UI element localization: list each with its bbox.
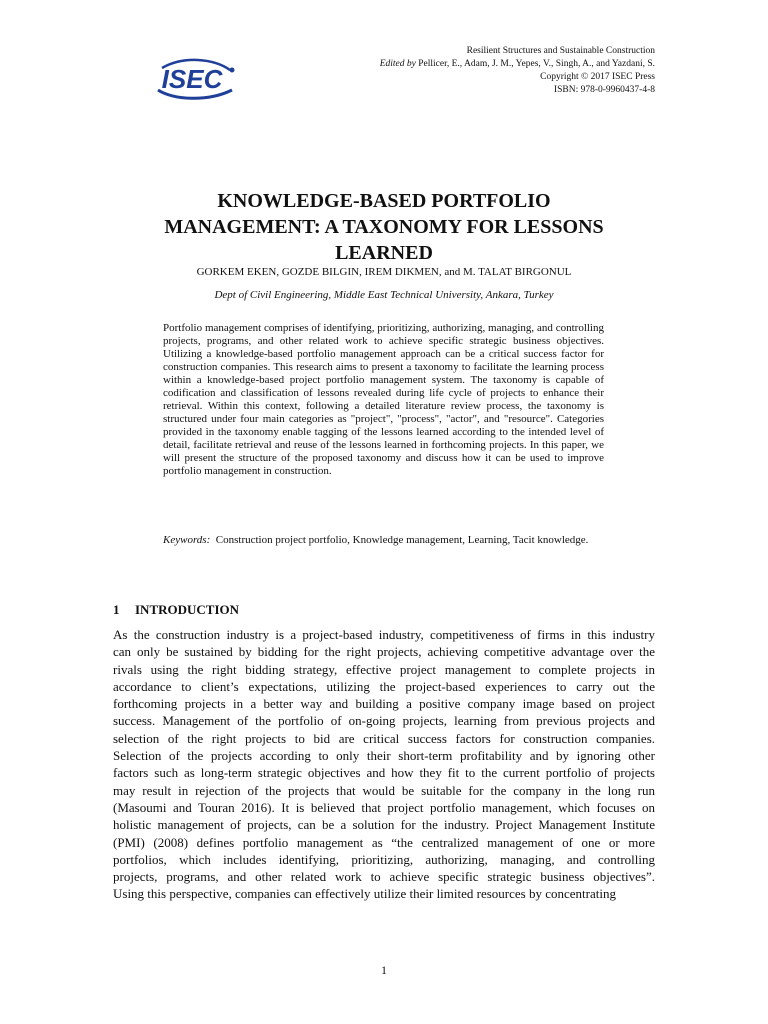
title-line: MANAGEMENT: A TAXONOMY FOR LESSONS	[164, 216, 604, 238]
body-line: (Masoumi and Touran 2016). It is believed that project portfolio management, which focuses on	[113, 799, 655, 815]
introduction-body	[113, 626, 655, 903]
isec-logo-graphic	[148, 50, 240, 106]
body-line: success. Management of the portfolio of on-going projects, learning from previous projects and	[113, 713, 655, 729]
body-line: Using this perspective, companies can effectively utilize their limited resources by concentrating	[113, 886, 616, 902]
isec-logo	[148, 50, 240, 106]
body-line: Selection of the projects according to only their short-term profitability and by ignoring other	[113, 748, 655, 764]
series-title: Resilient Structures and Sustainable Construction	[466, 46, 655, 56]
title-line: KNOWLEDGE-BASED PORTFOLIO	[217, 190, 551, 212]
title-line: LEARNED	[335, 242, 433, 264]
authors: GORKEM EKEN, GOZDE BILGIN, IREM DIKMEN, and M. TALAT BIRGONUL	[196, 266, 572, 278]
body-line: may result in rejection of the projects that would be suitable for the company in the long run	[113, 782, 655, 798]
body-line: portfolios, which includes identifying, prioritizing, authorizing, managing, and controlling	[113, 851, 655, 867]
keywords-text: Construction project portfolio, Knowledge management, Learning, Tacit knowledge.	[215, 534, 589, 546]
body-line: factors such as long-term strategic objectives and how they fit to the current portfolio of projects	[113, 765, 655, 781]
section-title: INTRODUCTION	[135, 602, 240, 617]
copyright-line: Copyright © 2017 ISEC Press	[540, 72, 655, 82]
page-number: 1	[381, 963, 387, 977]
body-line: (PMI) (2008) defines portfolio management as “the centralized management of one or more	[113, 834, 655, 850]
section-heading	[113, 602, 239, 618]
body-line: forthcoming projects in a better way and building a positive company image based on project	[113, 696, 655, 712]
body-line: As the construction industry is a project-based industry, competitiveness of firms in this industry	[113, 627, 655, 642]
editors-names: Pellicer, E., Adam, J. M., Yepes, V., Singh, A., and Yazdani, S.	[418, 59, 655, 69]
paper-title	[120, 188, 648, 266]
edited-by-label: Edited by	[379, 59, 416, 69]
section-number: 1	[113, 602, 120, 617]
keywords	[163, 534, 604, 547]
logo-wordmark: ISEC	[161, 64, 223, 94]
editors-line	[380, 58, 655, 71]
body-line: selection of the right projects to bid are critical success factors for construction companies.	[113, 730, 655, 746]
body-line: holistic management of projects, can be a solution for the industry. Project Management Institute	[113, 817, 655, 833]
isbn-line: ISBN: 978-0-9960437-4-8	[553, 85, 655, 95]
body-line: projects, programs, and other related work to achieve specific strategic business objectives”.	[113, 869, 655, 885]
affiliation: Dept of Civil Engineering, Middle East Technical University, Ankara, Turkey	[214, 289, 554, 301]
body-line: can only be sustained by bidding for the right projects, achieving competitive advantage over the	[113, 644, 655, 660]
proceedings-header	[380, 45, 655, 97]
body-line: accordance to client’s expectations, utilizing the project-based experiences to carry out the	[113, 678, 655, 694]
abstract: Portfolio management comprises of identifying, prioritizing, authorizing, managing, and controlling projects, programs, and other related work to achieve specific strategic business objectives. Utilizing a knowledge-based portfolio management approach can be a critical success factor for construction companies. This research aims to present a taxonomy to facilitate the learning process within a knowledge-based project portfolio management system. The taxonomy is capable of codification and classification of lessons revealed during life cycle of projects to enhance their retrieval. Within this context, following a detailed literature review process, the taxonomy is structured under four main categories as "project", "process", "actor", and "resource". Categories provided in the taxonomy enable tagging of the lessons learned according to the intended level of detail, facilitate retrieval and reuse of the lessons learned in forthcoming projects. In this paper, we will present the structure of the proposed taxonomy and discuss how it can be used to improve portfolio management in construction.	[163, 322, 604, 477]
keywords-label: Keywords:	[163, 534, 211, 546]
body-line: rivals using the right bidding strategy, effective project management to complete projects in	[113, 661, 655, 677]
